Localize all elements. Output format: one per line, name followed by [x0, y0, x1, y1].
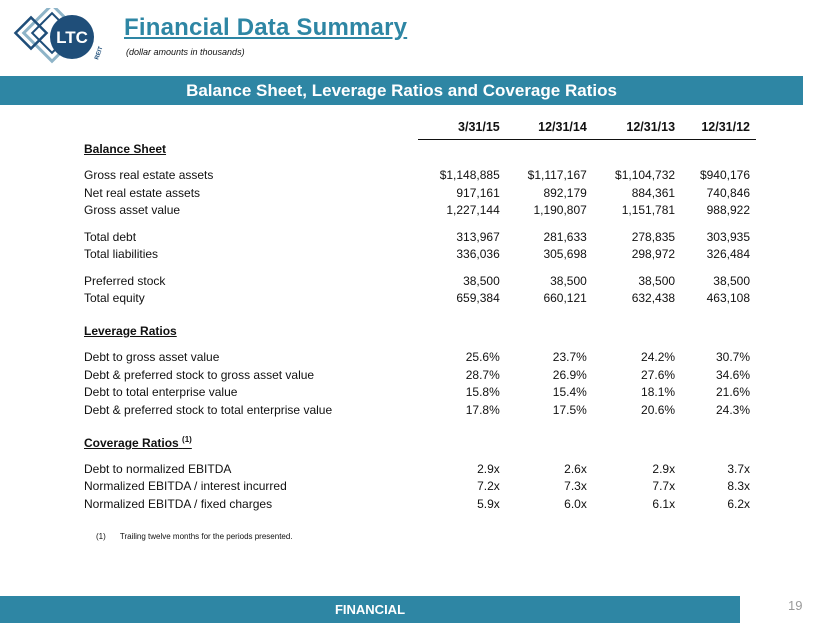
row-label: Debt to gross asset value [84, 350, 220, 365]
cell-value: 278,835 [631, 229, 676, 244]
row-label: Gross real estate assets [84, 168, 214, 183]
section-title: Leverage Ratios [84, 323, 177, 338]
table-row [78, 495, 756, 513]
table-row [78, 478, 756, 496]
cell-value: 5.9x [477, 496, 500, 511]
cell-value: 892,179 [543, 185, 587, 200]
cell-value: 24.2% [641, 350, 676, 365]
cell-value: 326,484 [706, 247, 750, 262]
table-row [78, 228, 756, 246]
cell-value: $1,104,732 [615, 168, 676, 183]
row-label: Debt to normalized EBITDA [84, 461, 232, 476]
cell-value: $1,148,885 [439, 168, 500, 183]
row-label: Debt & preferred stock to gross asset value [84, 367, 315, 382]
cell-value: 24.3% [715, 402, 750, 417]
cell-value: 26.9% [552, 367, 587, 382]
table-row [78, 290, 756, 308]
cell-value: 660,121 [543, 291, 587, 306]
section-title: Balance Sheet [84, 141, 167, 156]
cell-value: 38,500 [550, 273, 587, 288]
cell-value: 313,967 [456, 229, 500, 244]
row-label: Preferred stock [84, 273, 166, 288]
table-row [78, 202, 756, 220]
row-label: Total equity [84, 291, 145, 306]
table-row [78, 246, 756, 264]
cell-value: 27.6% [641, 367, 676, 382]
cell-value: 740,846 [706, 185, 750, 200]
cell-value: 20.6% [641, 402, 676, 417]
cell-value: 8.3x [727, 479, 750, 494]
table-row [78, 272, 756, 290]
cell-value: 38,500 [463, 273, 500, 288]
financial-table [78, 117, 756, 513]
cell-value: $940,176 [699, 168, 750, 183]
cell-value: 15.8% [465, 385, 500, 400]
row-label: Debt to total enterprise value [84, 385, 238, 400]
section-header-row [78, 140, 756, 158]
section-header-row [78, 322, 756, 340]
cell-value: 17.5% [552, 402, 587, 417]
footnote-text: Trailing twelve months for the periods presented. [119, 532, 293, 541]
table-row [78, 384, 756, 402]
cell-value: 303,935 [706, 229, 750, 244]
row-label: Total debt [84, 229, 137, 244]
coverage-title: Coverage Ratios [84, 435, 179, 450]
column-header: 12/31/14 [506, 117, 593, 140]
header-label-cell [78, 117, 418, 140]
cell-value: 917,161 [456, 185, 500, 200]
table-row [78, 401, 756, 419]
section-title [78, 434, 418, 452]
logo-subtext: REIT [94, 45, 105, 61]
cell-value: 3.7x [727, 461, 750, 476]
row-label: Total liabilities [84, 247, 159, 262]
cell-value: $1,117,167 [527, 168, 587, 183]
cell-value: 2.6x [564, 461, 587, 476]
footer-bar: FINANCIAL [0, 596, 740, 623]
table-header-row [78, 117, 756, 140]
cell-value: 28.7% [465, 367, 500, 382]
cell-value: 463,108 [706, 291, 750, 306]
cell-value: 38,500 [713, 273, 750, 288]
cell-value: 18.1% [641, 385, 676, 400]
ltc-logo [10, 8, 114, 70]
column-header: 12/31/12 [681, 117, 756, 140]
cell-value: 281,633 [543, 229, 587, 244]
cell-value: 30.7% [715, 350, 750, 365]
row-label: Normalized EBITDA / fixed charges [84, 496, 273, 511]
cell-value: 305,698 [543, 247, 587, 262]
cell-value: 1,227,144 [446, 203, 500, 218]
cell-value: 7.3x [564, 479, 587, 494]
table-row [78, 167, 756, 185]
cell-value: 1,190,807 [533, 203, 587, 218]
cell-value: 15.4% [552, 385, 587, 400]
cell-value: 23.7% [552, 350, 587, 365]
column-header: 12/31/13 [593, 117, 681, 140]
cell-value: 659,384 [456, 291, 500, 306]
column-header: 3/31/15 [418, 117, 506, 140]
cell-value: 632,438 [631, 291, 676, 306]
section-banner: Balance Sheet, Leverage Ratios and Coverage Ratios [0, 76, 803, 105]
page-title: Financial Data Summary [124, 14, 408, 41]
table-row [78, 460, 756, 478]
cell-value: 298,972 [631, 247, 676, 262]
cell-value: 6.1x [652, 496, 676, 511]
page-number: 19 [788, 598, 803, 613]
cell-value: 988,922 [706, 203, 750, 218]
cell-value: 7.7x [652, 479, 676, 494]
cell-value: 2.9x [477, 461, 500, 476]
cell-value: 34.6% [715, 367, 750, 382]
cell-value: 7.2x [477, 479, 500, 494]
cell-value: 25.6% [465, 350, 500, 365]
row-label: Normalized EBITDA / interest incurred [84, 479, 287, 494]
table-row [78, 366, 756, 384]
cell-value: 17.8% [465, 402, 500, 417]
page-subtitle: (dollar amounts in thousands) [126, 47, 245, 57]
cell-value: 884,361 [631, 185, 676, 200]
row-label: Gross asset value [84, 203, 181, 218]
cell-value: 6.2x [727, 496, 750, 511]
cell-value: 21.6% [715, 385, 750, 400]
section-header-row [78, 434, 756, 452]
footnote-number: (1) [96, 532, 106, 541]
cell-value: 336,036 [456, 247, 500, 262]
table-row [78, 349, 756, 367]
row-label: Net real estate assets [84, 185, 201, 200]
footnote [96, 532, 293, 541]
logo-text: LTC [56, 28, 88, 47]
cell-value: 6.0x [564, 496, 587, 511]
table-row [78, 184, 756, 202]
row-label: Debt & preferred stock to total enterprise value [84, 402, 333, 417]
cell-value: 1,151,781 [621, 203, 676, 218]
cell-value: 2.9x [652, 461, 676, 476]
cell-value: 38,500 [638, 273, 676, 288]
footnote-ref: (1) [182, 434, 192, 444]
